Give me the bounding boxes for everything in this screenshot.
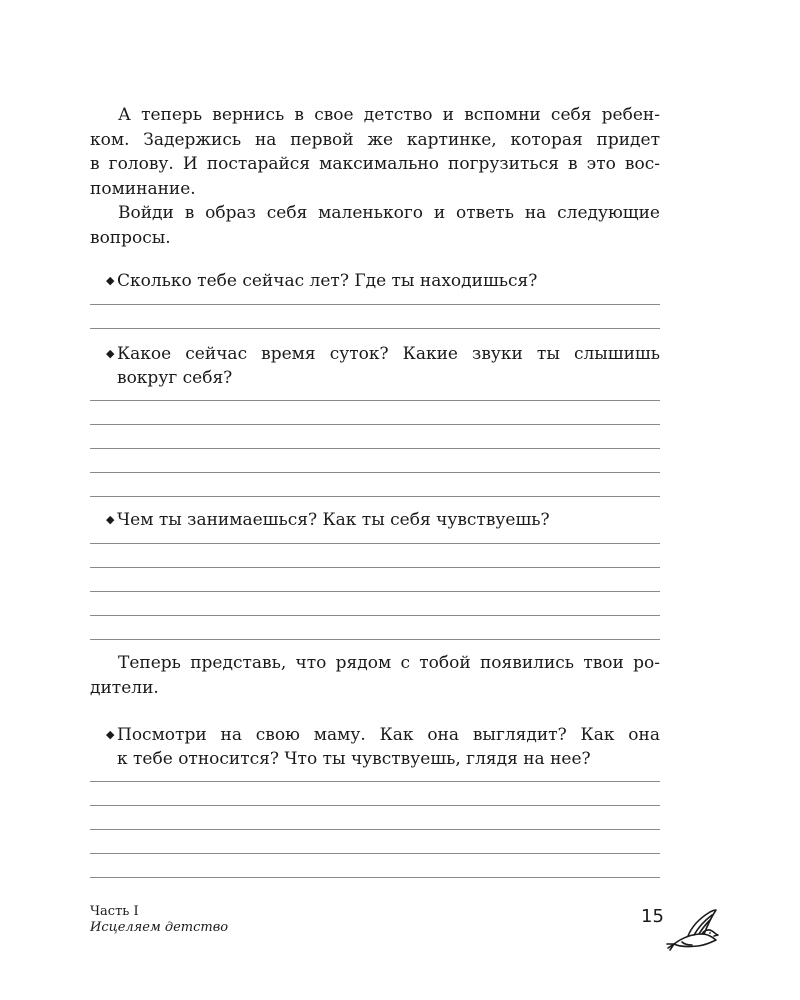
answer-line[interactable] bbox=[90, 877, 660, 878]
bullet-diamond-icon: ◆ bbox=[106, 274, 115, 287]
answer-line[interactable] bbox=[90, 304, 660, 305]
question-line: к тебе относится? Что ты чувствуешь, глядя на нее? bbox=[117, 749, 591, 769]
instruction-paragraph bbox=[90, 201, 660, 250]
question-line: Какое сейчас время суток? Какие звуки ты слышишь bbox=[117, 344, 660, 364]
question-2 bbox=[106, 342, 660, 390]
answer-line[interactable] bbox=[90, 829, 660, 830]
answer-line[interactable] bbox=[90, 567, 660, 568]
transition-paragraph bbox=[90, 651, 660, 700]
intro-line: в голову. И постарайся максимально погрузиться в это вос- bbox=[90, 154, 660, 174]
answer-line[interactable] bbox=[90, 543, 660, 544]
instruction-line: Войди в образ себя маленького и ответь на следующие bbox=[118, 203, 660, 223]
answer-line[interactable] bbox=[90, 805, 660, 806]
answer-line[interactable] bbox=[90, 615, 660, 616]
answer-line[interactable] bbox=[90, 448, 660, 449]
answer-line[interactable] bbox=[90, 591, 660, 592]
question-line: Посмотри на свою маму. Как она выглядит? Как она bbox=[117, 725, 660, 745]
answer-line[interactable] bbox=[90, 639, 660, 640]
bird-icon bbox=[666, 904, 728, 952]
answer-line[interactable] bbox=[90, 400, 660, 401]
intro-line: А теперь вернись в свое детство и вспомни себя ребен- bbox=[118, 105, 660, 125]
question-line: Чем ты занимаешься? Как ты себя чувствуешь? bbox=[117, 510, 550, 530]
answer-line[interactable] bbox=[90, 472, 660, 473]
bullet-diamond-icon: ◆ bbox=[106, 347, 115, 360]
question-line: Сколько тебе сейчас лет? Где ты находишься? bbox=[117, 271, 538, 291]
transition-line: дители. bbox=[90, 677, 159, 698]
question-line: вокруг себя? bbox=[117, 368, 233, 388]
transition-line: Теперь представь, что рядом с тобой появились твои ро- bbox=[118, 653, 660, 673]
answer-line[interactable] bbox=[90, 424, 660, 425]
question-4 bbox=[106, 723, 660, 771]
page-number: 15 bbox=[641, 906, 664, 927]
footer-chapter-title: Исцеляем детство bbox=[90, 920, 229, 935]
instruction-line: вопросы. bbox=[90, 227, 171, 248]
intro-line: ком. Задержись на первой же картинке, которая придет bbox=[90, 129, 660, 150]
question-1 bbox=[106, 269, 660, 293]
bullet-diamond-icon: ◆ bbox=[106, 513, 115, 526]
bullet-diamond-icon: ◆ bbox=[106, 728, 115, 741]
question-3 bbox=[106, 508, 660, 532]
answer-line[interactable] bbox=[90, 328, 660, 329]
answer-line[interactable] bbox=[90, 781, 660, 782]
answer-line[interactable] bbox=[90, 853, 660, 854]
intro-line: поминание. bbox=[90, 178, 196, 199]
intro-paragraph bbox=[90, 103, 660, 201]
footer-part-label: Часть I bbox=[90, 904, 139, 919]
answer-line[interactable] bbox=[90, 496, 660, 497]
